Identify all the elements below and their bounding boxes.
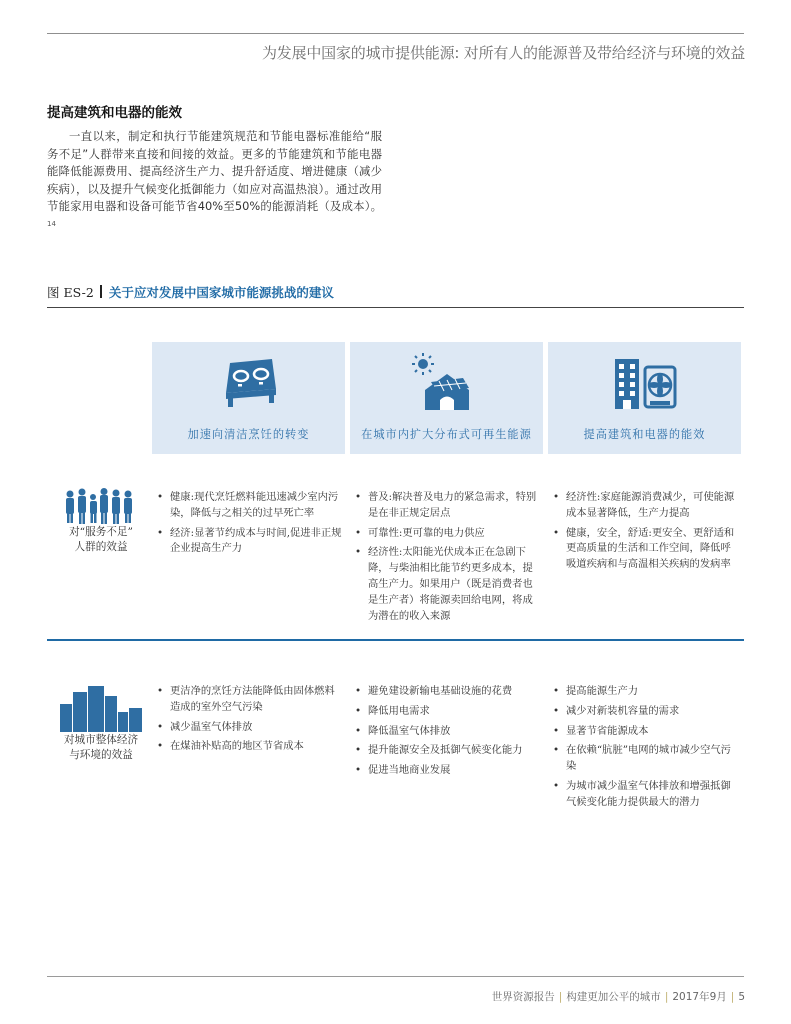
list-item: • 在依赖“肮脏”电网的城市减少空气污染 (552, 743, 740, 775)
list-item: • 降低用电需求 (354, 704, 540, 720)
footer-publisher: 世界资源报告 (491, 991, 555, 1003)
list-item: • 在煤油补贴高的地区节省成本 (156, 739, 344, 755)
row-label-city (50, 733, 152, 763)
card-clean-cooking (152, 342, 345, 454)
benefit-list (552, 490, 740, 577)
list-item: • 健康，安全，舒适:更安全、更舒适和更高质量的生活和工作空间，降低呼吸道疾病和与高温相关疾病的发病率 (552, 526, 740, 573)
benefit-list (156, 684, 344, 759)
list-item: • 更洁净的烹饪方法能降低由固体燃料造成的室外空气污染 (156, 684, 344, 716)
list-item: • 减少对新装机容量的需求 (552, 704, 740, 720)
footer-series: 构建更加公平的城市 (566, 991, 661, 1003)
list-item: • 促进当地商业发展 (354, 763, 540, 779)
list-item: • 健康:现代烹饪燃料能迅速减少室内污染，降低与之相关的过早死亡率 (156, 490, 344, 522)
page-footer (492, 989, 745, 1004)
list-item: • 可靠性:更可靠的电力供应 (354, 526, 540, 542)
card-efficiency (548, 342, 741, 454)
list-item: • 避免建设新输电基础设施的花费 (354, 684, 540, 700)
figure-title: 关于应对发展中国家城市能源挑战的建议 (108, 285, 334, 300)
row-label-line: 与环境的效益 (69, 749, 133, 761)
row-label-underserved (52, 525, 150, 555)
figure-number: ES-2 (63, 285, 94, 300)
running-header: 为发展中国家的城市提供能源: 对所有人的能源普及带给经济与环境的效益 (261, 44, 745, 62)
row-label-line: 对城市整体经济 (63, 734, 139, 746)
list-item: • 为城市减少温室气体排放和增强抵御气候变化能力提供最大的潜力 (552, 779, 740, 811)
row-label-line: 人群的效益 (74, 541, 128, 553)
body-paragraph (47, 128, 382, 236)
body-text: 一直以来，制定和执行节能建筑规范和节能电器标准能给“服务不足”人群带来直接和间接的效益。更多的节能建筑和节能电器能降低能源费用、提高经济生产力、提升舒适度、增进健康（减少疾病），以及提升气候变化抵御能力（如应对高温热浪）。通过改用节能家用电器和设备可能节省40%至50%的能源消耗（及成本）。 (47, 129, 382, 214)
footnote-ref[interactable]: 14 (47, 219, 56, 228)
figure-prefix: 图 (47, 285, 60, 300)
card-label: 加速向清洁烹饪的转变 (187, 428, 310, 441)
footer-separator: | (558, 991, 563, 1003)
header-rule (47, 33, 744, 34)
list-item: • 经济:显著节约成本与时间,促进非正规企业提高生产力 (156, 526, 344, 558)
list-item: • 经济性:太阳能光伏成本正在急剧下降，与柴油相比能节约更多成本，提高生产力。如果用户（既是消费者也是生产者）将能源卖回给电网，将成为潜在的收入来源 (354, 545, 540, 624)
benefit-list (354, 684, 540, 783)
solar-house-icon (350, 352, 543, 414)
list-item: • 提高能源生产力 (552, 684, 740, 700)
building-fan-icon (548, 352, 741, 414)
footer-rule (47, 976, 744, 977)
city-skyline-icon (60, 686, 142, 732)
footer-date: 2017年9月 (672, 991, 727, 1003)
list-item: • 经济性:家庭能源消费减少，可使能源成本显著降低，生产力提高 (552, 490, 740, 522)
footer-separator: | (730, 991, 735, 1003)
cookstove-icon (152, 352, 345, 414)
benefit-list (354, 490, 540, 628)
list-item: • 减少温室气体排放 (156, 720, 344, 736)
card-label: 提高建筑和电器的能效 (583, 428, 706, 441)
section-title: 提高建筑和电器的能效 (47, 105, 182, 121)
footer-separator: | (664, 991, 669, 1003)
row-divider (47, 639, 744, 641)
list-item: • 普及:解决普及电力的紧急需求，特别是在非正规定居点 (354, 490, 540, 522)
benefit-list (552, 684, 740, 815)
row-label-line: 对“服务不足” (69, 526, 133, 538)
figure-label (47, 283, 334, 301)
list-item: • 显著节省能源成本 (552, 724, 740, 740)
card-label: 在城市内扩大分布式可再生能源 (361, 428, 532, 441)
page-number: 5 (738, 991, 745, 1003)
people-group-icon (62, 488, 140, 524)
list-item: • 降低温室气体排放 (354, 724, 540, 740)
figure-label-divider (100, 285, 102, 298)
card-renewables (350, 342, 543, 454)
list-item: • 提升能源安全及抵御气候变化能力 (354, 743, 540, 759)
benefit-list (156, 490, 344, 561)
figure-rule (47, 307, 744, 308)
